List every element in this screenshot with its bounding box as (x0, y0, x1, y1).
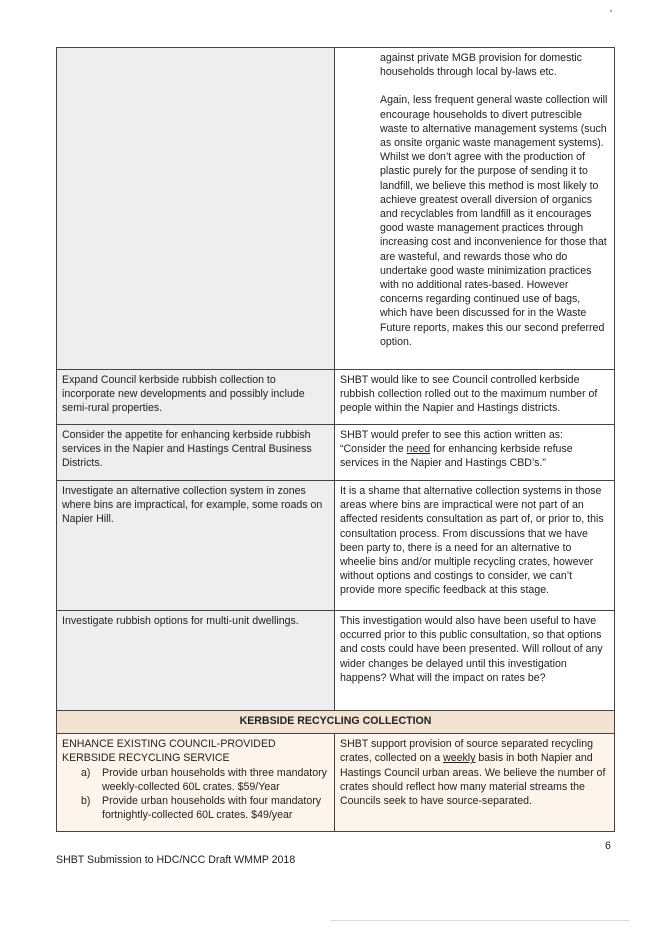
action-cell (57, 734, 335, 832)
footer-text: SHBT Submission to HDC/NCC Draft WMMP 2018 (56, 854, 296, 866)
list-item (81, 794, 329, 822)
scan-speck (610, 10, 612, 12)
submission-table (56, 47, 615, 832)
list-marker: a) (81, 766, 91, 779)
response-text: SHBT would prefer to see this action written as: “Consider the (340, 429, 563, 456)
action-cell: Investigate rubbish options for multi-unit dwellings. (57, 611, 335, 711)
response-cell (335, 425, 615, 481)
table-row (57, 734, 615, 832)
option-text: Provide urban households with three mandatory weekly-collected 60L crates. $59/Year (102, 766, 327, 793)
page-number: 6 (605, 840, 611, 852)
table-row (57, 481, 615, 611)
action-cell: Expand Council kerbside rubbish collection to incorporate new developments and possibly include semi-rural properties. (57, 370, 335, 425)
option-text: Provide urban households with four mandatory fortnightly-collected 60L crates. $49/year (102, 795, 322, 822)
table-row (57, 425, 615, 481)
response-cell: SHBT would like to see Council controlled kerbside rubbish collection rolled out to the maximum number of people within the Napier and Hastings districts. (335, 370, 615, 425)
response-paragraph: against private MGB provision for domestic households through local by-laws etc. (380, 52, 582, 79)
response-cell: It is a shame that alternative collection systems in those areas where bins are impractical were not part of an affected residents consultation as part of, or prior to, this consultation process. From discussions that we have been party to, there is a need for an alternative to wheelie bins and/or multiple recycling crates, however without options and costings to consider, we can’t provide more specific feedback at this stage. (335, 481, 615, 611)
section-header-row (57, 711, 615, 734)
response-cell (335, 48, 615, 370)
action-cell: Consider the appetite for enhancing kerbside rubbish services in the Napier and Hastings Central Business Districts. (57, 425, 335, 481)
underlined-word: weekly (443, 752, 476, 765)
action-cell: Investigate an alternative collection system in zones where bins are impractical, for example, some roads on Napier Hill. (57, 481, 335, 611)
scan-line (330, 920, 630, 921)
table-row (57, 611, 615, 711)
response-text: for enhancing kerbside refuse services in the Napier and Hastings CBD’s.” (340, 443, 573, 470)
response-cell (335, 734, 615, 832)
section-title: KERBSIDE RECYCLING COLLECTION (57, 711, 615, 734)
response-text: SHBT support provision of source separated recycling crates, collected on a (340, 738, 594, 765)
response-cell: This investigation would also have been useful to have occurred prior to this public consultation, so that options and costs could have been presented. Will rollout of any wider changes be delayed until this investigation happens? What will the impact on rates be? (335, 611, 615, 711)
list-item (81, 766, 329, 794)
table-row (57, 48, 615, 370)
response-paragraph: Again, less frequent general waste collection will encourage households to divert putrescible waste to alternative management systems (such as onsite organic waste management systems). Whilst we don’t agree with the production of plastic purely for the purpose of sending it to landfill, we believe this method is most likely to achieve greatest overall diversion of organics and recyclables from landfill as it encourages good waste management practices through increasing cost and inconvenience for those that are wasteful, and rewards those who do undertake good waste minimization practices with no additional rates-based. However concerns regarding continued use of bags, which have been discussed for in the Waste Future reports, makes this our second preferred option. (380, 94, 608, 348)
underlined-word: need (406, 443, 431, 456)
action-heading: ENHANCE EXISTING COUNCIL-PROVIDED KERBSIDE RECYCLING SERVICE (62, 738, 276, 765)
list-marker: b) (81, 795, 91, 808)
response-text: basis in both Napier and Hastings Council urban areas. We believe the number of crates should reflect how many material streams the Councils seek to have source-separated. (340, 752, 606, 808)
option-list (62, 766, 329, 823)
action-cell (57, 48, 335, 370)
table-row (57, 370, 615, 425)
